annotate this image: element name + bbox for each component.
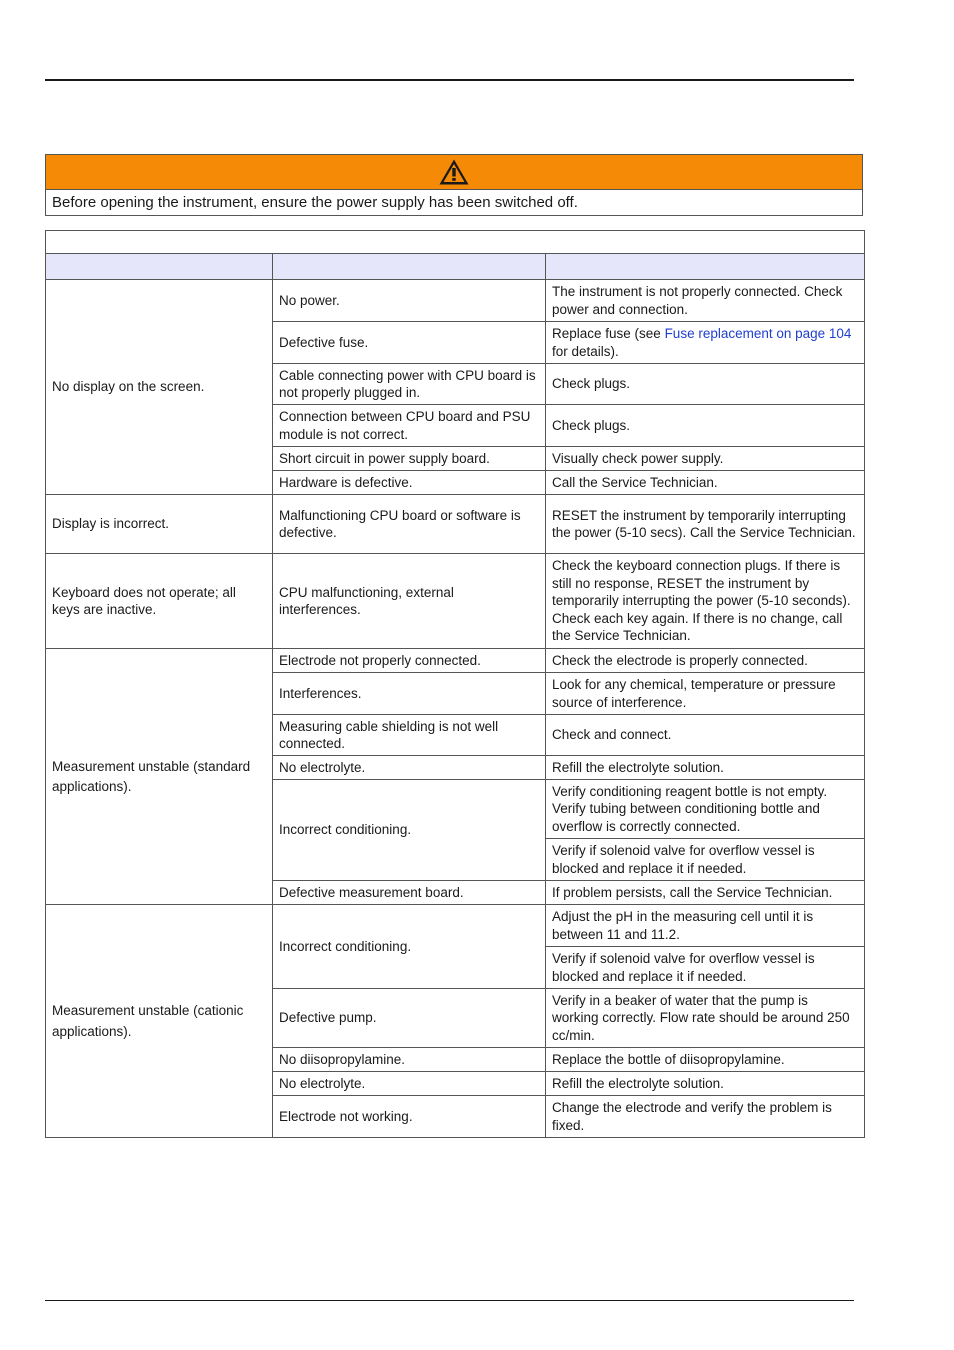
- solution-cell: Visually check power supply.: [546, 447, 865, 471]
- cause-cell: Short circuit in power supply board.: [273, 447, 546, 471]
- table-row: [46, 280, 865, 322]
- cause-cell: No power.: [273, 280, 546, 322]
- warning-text: Before opening the instrument, ensure the power supply has been switched off.: [52, 194, 578, 211]
- solution-cell: Call the Service Technician.: [546, 471, 865, 495]
- header-rule: [45, 79, 854, 81]
- solution-cell: [546, 322, 865, 364]
- table-title: [46, 231, 865, 254]
- warning-header: [46, 155, 862, 190]
- cause-cell: Defective measurement board.: [273, 881, 546, 905]
- column-header-solution: [546, 254, 865, 280]
- cause-cell: Defective fuse.: [273, 322, 546, 364]
- table-title-row: [46, 231, 865, 254]
- cause-cell: Cable connecting power with CPU board is not properly plugged in.: [273, 364, 546, 405]
- cause-cell: Incorrect conditioning.: [273, 780, 546, 881]
- solution-cell: Check plugs.: [546, 364, 865, 405]
- fuse-replacement-link[interactable]: Fuse replacement on page 104: [664, 326, 852, 341]
- problem-cell: Measurement unstable (standard applications).: [46, 649, 273, 905]
- cause-cell: Incorrect conditioning.: [273, 905, 546, 989]
- solution-text: for details).: [552, 343, 619, 359]
- solution-cell: Check the keyboard connection plugs. If there is still no response, RESET the instrument by temporarily interrupting the power (5-10 seconds). Check each key again. If there is no change, call the Service Technician.: [546, 554, 865, 649]
- warning-triangle-icon: [438, 158, 470, 186]
- solution-text: Replace fuse (see: [552, 326, 665, 341]
- table-row: [46, 905, 865, 947]
- footer-rule: [45, 1300, 854, 1301]
- table-row: [46, 649, 865, 673]
- cause-cell: Electrode not properly connected.: [273, 649, 546, 673]
- column-header-problem: [46, 254, 273, 280]
- cause-cell: Interferences.: [273, 673, 546, 715]
- column-header-cause: [273, 254, 546, 280]
- solution-cell: Adjust the pH in the measuring cell until it is between 11 and 11.2.: [546, 905, 865, 947]
- problem-cell: Measurement unstable (cationic applications).: [46, 905, 273, 1138]
- solution-cell: Verify in a beaker of water that the pump is working correctly. Flow rate should be around 250 cc/min.: [546, 989, 865, 1048]
- solution-cell: Check plugs.: [546, 405, 865, 447]
- cause-cell: Connection between CPU board and PSU module is not correct.: [273, 405, 546, 447]
- solution-cell: Look for any chemical, temperature or pressure source of interference.: [546, 673, 865, 715]
- problem-cell: Keyboard does not operate; all keys are inactive.: [46, 554, 273, 649]
- cause-cell: CPU malfunctioning, external interferences.: [273, 554, 546, 649]
- solution-cell: Check and connect.: [546, 715, 865, 756]
- solution-cell: Refill the electrolyte solution.: [546, 1072, 865, 1096]
- cause-cell: No electrolyte.: [273, 1072, 546, 1096]
- cause-cell: Hardware is defective.: [273, 471, 546, 495]
- solution-cell: Verify if solenoid valve for overflow vessel is blocked and replace it if needed.: [546, 947, 865, 989]
- warning-box: [45, 154, 863, 216]
- solution-cell: Change the electrode and verify the problem is fixed.: [546, 1096, 865, 1138]
- table-row: [46, 554, 865, 649]
- problem-cell: No display on the screen.: [46, 280, 273, 495]
- solution-cell: The instrument is not properly connected. Check power and connection.: [546, 280, 865, 322]
- table-row: [46, 495, 865, 554]
- cause-cell: No electrolyte.: [273, 756, 546, 780]
- solution-cell: Verify conditioning reagent bottle is not empty. Verify tubing between conditioning bottle and overflow is correctly connected.: [546, 780, 865, 839]
- cause-cell: Defective pump.: [273, 989, 546, 1048]
- solution-cell: Refill the electrolyte solution.: [546, 756, 865, 780]
- table-header-row: [46, 254, 865, 280]
- cause-cell: Malfunctioning CPU board or software is defective.: [273, 495, 546, 554]
- solution-cell: RESET the instrument by temporarily interrupting the power (5-10 secs). Call the Service Technician.: [546, 495, 865, 554]
- problem-cell: Display is incorrect.: [46, 495, 273, 554]
- solution-cell: Replace the bottle of diisopropylamine.: [546, 1048, 865, 1072]
- solution-cell: Check the electrode is properly connected.: [546, 649, 865, 673]
- solution-cell: If problem persists, call the Service Technician.: [546, 881, 865, 905]
- troubleshooting-table: [45, 230, 865, 1138]
- solution-cell: Verify if solenoid valve for overflow vessel is blocked and replace it if needed.: [546, 839, 865, 881]
- cause-cell: Measuring cable shielding is not well connected.: [273, 715, 546, 756]
- cause-cell: No diisopropylamine.: [273, 1048, 546, 1072]
- cause-cell: Electrode not working.: [273, 1096, 546, 1138]
